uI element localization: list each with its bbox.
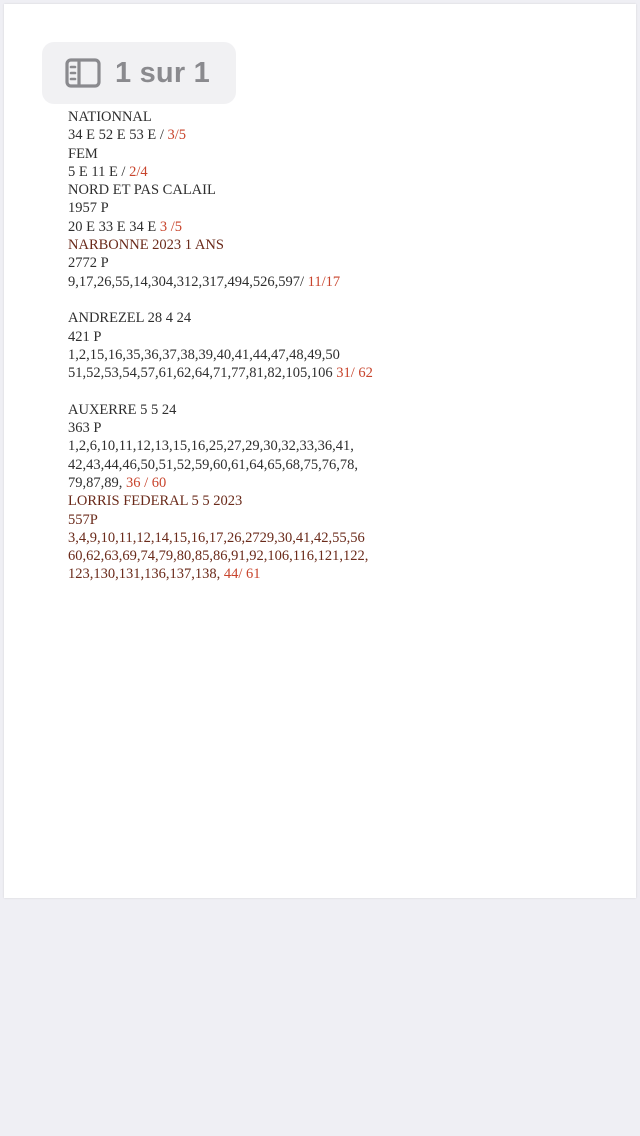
score-text: 3 /5 <box>159 218 182 235</box>
line-text: 421 P <box>68 328 102 345</box>
score-text: 44/ 61 <box>223 566 261 583</box>
score-text: 36 / 60 <box>126 474 167 491</box>
line-text: LORRIS FEDERAL 5 5 2023 <box>68 493 243 510</box>
text-line <box>68 108 628 126</box>
text-line <box>68 456 628 474</box>
line-text: NORD ET PAS CALAIL <box>68 182 216 199</box>
line-text: 5 E 11 E / <box>68 163 126 180</box>
text-line <box>68 145 628 163</box>
line-text: 557P <box>68 511 98 528</box>
score-text: 31/ 62 <box>336 365 373 382</box>
score-text: 3/5 <box>167 127 187 144</box>
line-text: 123,130,131,136,137,138, <box>68 566 221 583</box>
line-text: 1,2,15,16,35,36,37,38,39,40,41,44,47,48,49,50 <box>68 346 340 363</box>
line-text: 1957 P <box>68 200 109 217</box>
text-line <box>68 547 628 565</box>
line-text: 3,4,9,10,11,12,14,15,16,17,26,2729,30,41,42,55,56 <box>68 529 365 546</box>
line-text: FEM <box>68 145 98 162</box>
line-text: 2772 P <box>68 255 109 272</box>
score-text: 2/4 <box>129 163 148 180</box>
text-line <box>68 364 628 382</box>
text-line <box>68 401 628 419</box>
document-text <box>68 108 628 584</box>
line-text: NATIONNAL <box>68 109 152 125</box>
line-text: 34 E 52 E 53 E / <box>68 127 164 144</box>
text-line <box>68 511 628 529</box>
line-text: 363 P <box>68 420 102 437</box>
text-line <box>68 199 628 217</box>
text-line <box>68 254 628 272</box>
line-text: 60,62,63,69,74,79,80,85,86,91,92,106,116,121,122, <box>68 548 369 565</box>
text-line <box>68 163 628 181</box>
text-line <box>68 529 628 547</box>
text-line <box>68 236 628 254</box>
text-line <box>68 437 628 455</box>
page-count-label: 1 sur 1 <box>115 56 210 89</box>
text-line <box>68 309 628 327</box>
line-text: ANDREZEL 28 4 24 <box>68 310 192 327</box>
text-line <box>68 474 628 492</box>
text-line <box>68 126 628 144</box>
text-line <box>68 328 628 346</box>
line-text: 51,52,53,54,57,61,62,64,71,77,81,82,105,106 <box>68 365 333 382</box>
line-text: 42,43,44,46,50,51,52,59,60,61,64,65,68,75,76,78, <box>68 456 358 473</box>
line-text: 20 E 33 E 34 E <box>68 218 160 235</box>
text-line <box>68 565 628 583</box>
line-text: 9,17,26,55,14,304,312,317,494,526,597/ <box>68 273 305 290</box>
text-line <box>68 273 628 291</box>
document-page <box>4 4 636 898</box>
sidebar-icon <box>65 58 101 88</box>
page-indicator[interactable] <box>42 42 236 104</box>
blank-line <box>68 291 628 309</box>
line-text: NARBONNE 2023 1 ANS <box>68 237 224 254</box>
text-line <box>68 419 628 437</box>
line-text: AUXERRE 5 5 24 <box>68 401 177 418</box>
line-text: 1,2,6,10,11,12,13,15,16,25,27,29,30,32,33,36,41, <box>68 438 354 455</box>
line-text: 79,87,89, <box>68 474 123 491</box>
text-line <box>68 492 628 510</box>
blank-line <box>68 382 628 400</box>
text-line <box>68 218 628 236</box>
score-text: 11/17 <box>307 273 341 290</box>
text-line <box>68 346 628 364</box>
text-line <box>68 181 628 199</box>
